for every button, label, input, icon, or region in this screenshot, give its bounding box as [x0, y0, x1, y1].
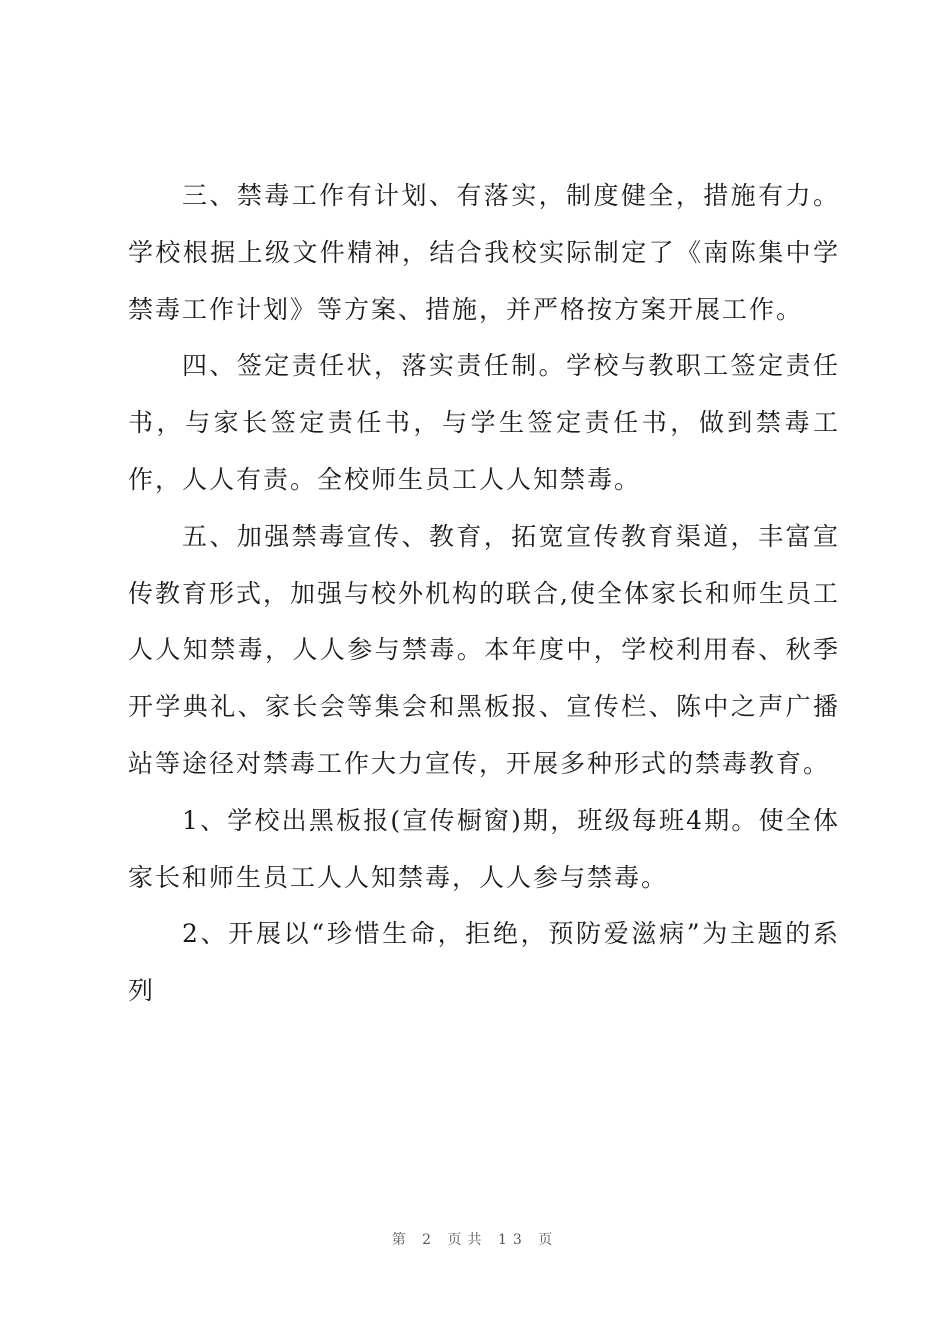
paragraph-5-item-2: 2、开展以“珍惜生命，拒绝，预防爱滋病”为主题的系列: [128, 919, 840, 1006]
paragraph-3: 三、禁毒工作有计划、有落实，制度健全，措施有力。学校根据上级文件精神，结合我校实际制定了《南陈集中学禁毒工作计划》等方案、措施，并严格按方案开展工作。: [128, 181, 840, 324]
document-body: [128, 168, 840, 1020]
page-footer: 第 2 页共 13 页: [391, 1232, 559, 1248]
paragraph-4: 四、签定责任状，落实责任制。学校与教职工签定责任书，与家长签定责任书，与学生签定责任书，做到禁毒工作，人人有责。全校师生员工人人知禁毒。: [128, 351, 840, 494]
paragraph-5-item-1: 1、学校出黑板报(宣传橱窗)期，班级每班4期。使全体家长和师生员工人人知禁毒，人人参与禁毒。: [128, 805, 840, 892]
paragraph-5: 五、加强禁毒宣传、教育，拓宽宣传教育渠道，丰富宣传教育形式，加强与校外机构的联合,使全体家长和师生员工人人知禁毒，人人参与禁毒。本年度中，学校利用春、秋季开学典礼、家长会等集会和黑板报、宣传栏、陈中之声广播站等途径对禁毒工作大力宣传，开展多种形式的禁毒教育。: [128, 521, 840, 778]
